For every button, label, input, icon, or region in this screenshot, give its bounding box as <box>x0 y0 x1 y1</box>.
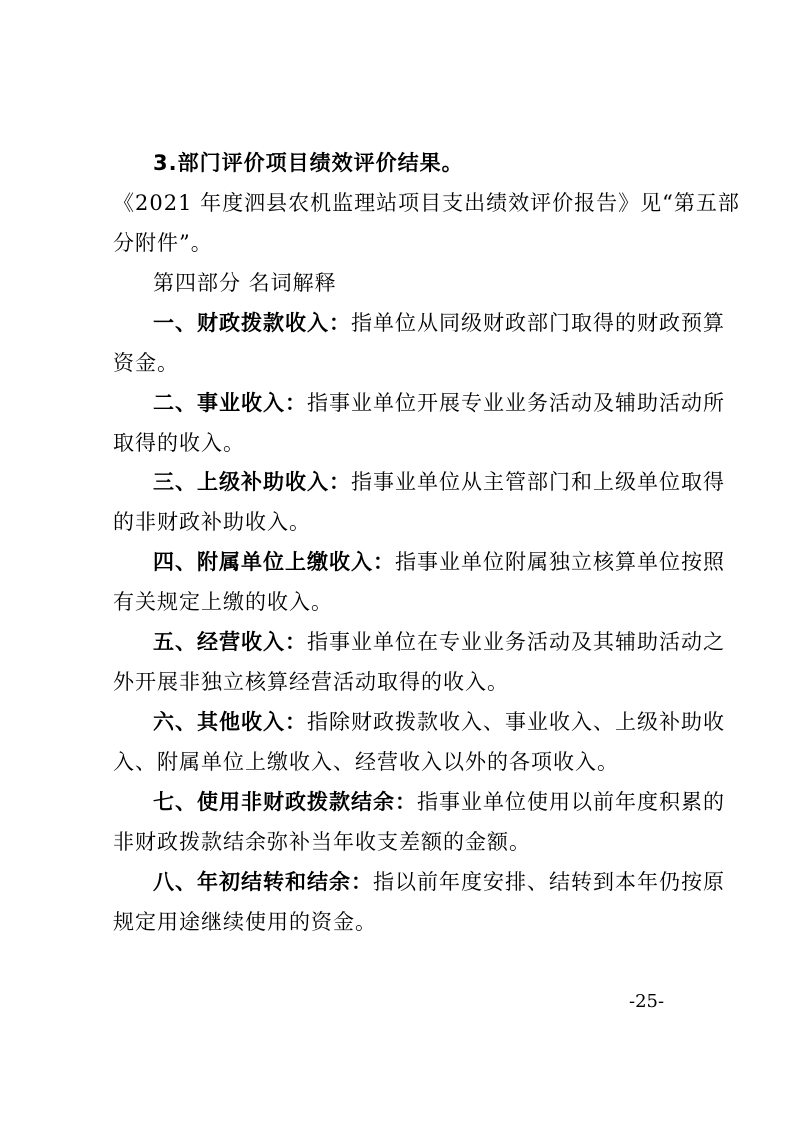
term-6-line-1 <box>153 707 725 737</box>
term-6-definition: 指除财政拨款收入、事业收入、上级补助收 <box>307 710 725 734</box>
section-3-text-line-2: 分附件”。 <box>113 231 213 255</box>
term-3-definition: 指事业单位从主管部门和上级单位取得 <box>351 470 725 494</box>
term-6-label: 六、其他收入： <box>153 710 307 734</box>
term-1-line-2: 资金。 <box>113 351 179 375</box>
term-1-definition: 指单位从同级财政部门取得的财政预算 <box>351 311 725 335</box>
term-3-line-2: 的非财政补助收入。 <box>113 510 311 534</box>
part-4-title: 第四部分 名词解释 <box>153 271 337 295</box>
section-3-heading: 3.部门评价项目绩效评价结果。 <box>153 151 464 175</box>
term-4-line-1 <box>153 547 725 577</box>
term-6-line-2: 入、附属单位上缴收入、经营收入以外的各项收入。 <box>113 750 619 774</box>
term-5-line-2: 外开展非独立核算经营活动取得的收入。 <box>113 670 509 694</box>
term-7-definition: 指事业单位使用以前年度积累的 <box>417 790 725 814</box>
term-2-definition: 指事业单位开展专业业务活动及辅助活动所 <box>307 391 725 415</box>
term-2-line-2: 取得的收入。 <box>113 431 245 455</box>
term-7-line-2: 非财政拨款结余弥补当年收支差额的金额。 <box>113 830 531 854</box>
term-8-line-1 <box>153 867 725 897</box>
term-2-label: 二、事业收入： <box>153 391 307 415</box>
term-5-label: 五、经营收入： <box>153 630 307 654</box>
term-8-definition: 指以前年度安排、结转到本年仍按原 <box>373 870 725 894</box>
term-3-label: 三、上级补助收入： <box>153 470 351 494</box>
term-2-line-1 <box>153 388 725 418</box>
term-7-label: 七、使用非财政拨款结余： <box>153 790 417 814</box>
term-4-definition: 指事业单位附属独立核算单位按照 <box>395 550 725 574</box>
page-number: -25- <box>629 991 665 1012</box>
term-8-label: 八、年初结转和结余： <box>153 870 373 894</box>
section-3-text-line-1: 《2021 年度泗县农机监理站项目支出绩效评价报告》见“第五部 <box>113 191 740 215</box>
term-3-line-1 <box>153 467 725 497</box>
term-7-line-1 <box>153 787 725 817</box>
term-4-line-2: 有关规定上缴的收入。 <box>113 590 333 614</box>
term-1-line-1 <box>153 308 725 338</box>
term-5-line-1 <box>153 627 725 657</box>
term-8-line-2: 规定用途继续使用的资金。 <box>113 910 377 934</box>
term-1-label: 一、财政拨款收入： <box>153 311 351 335</box>
term-5-definition: 指事业单位在专业业务活动及其辅助活动之 <box>307 630 725 654</box>
term-4-label: 四、附属单位上缴收入： <box>153 550 395 574</box>
